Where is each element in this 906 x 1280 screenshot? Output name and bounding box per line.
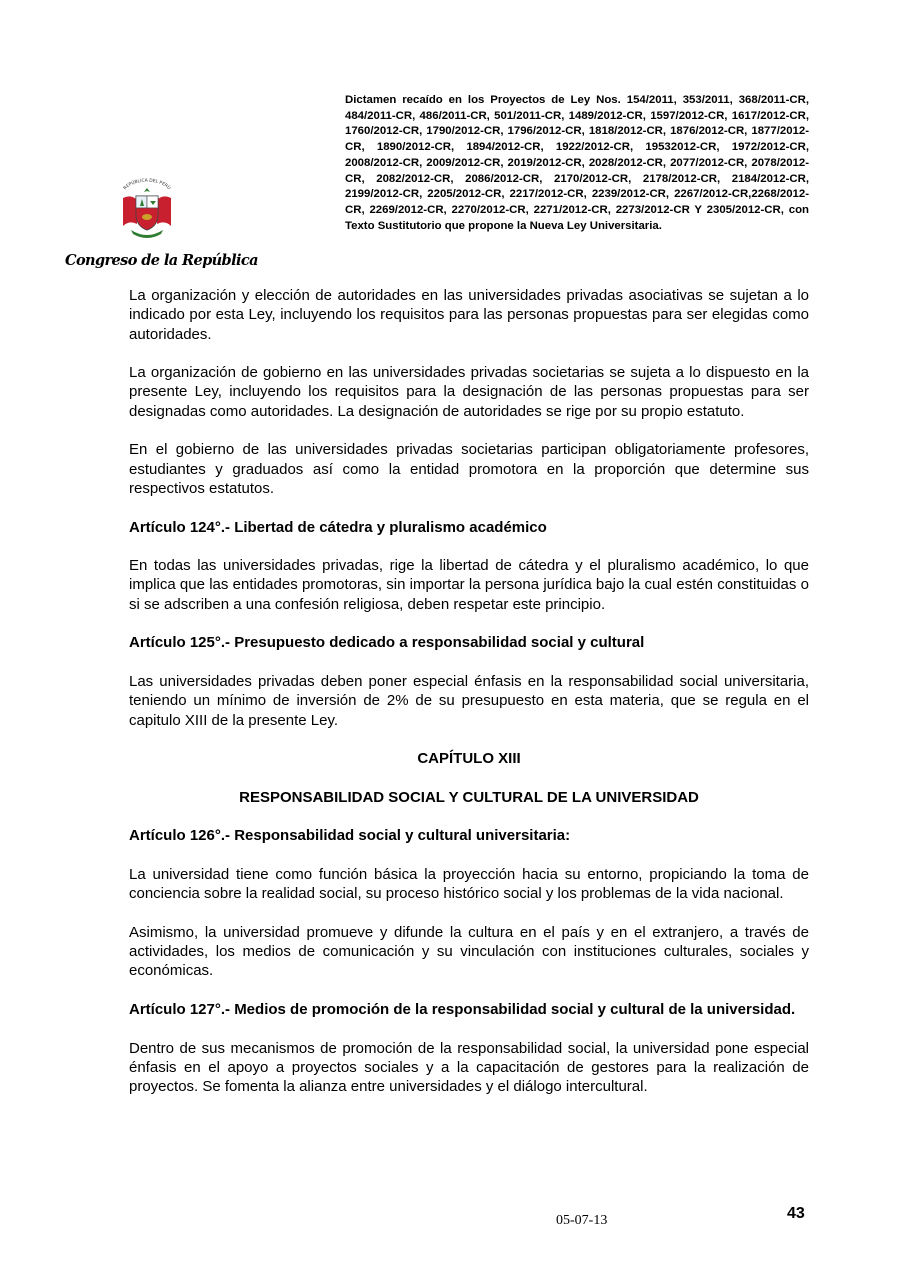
logo-text: Congreso de la República: [65, 252, 258, 269]
article-heading: Artículo 126°.- Responsabilidad social y cultural universitaria:: [129, 827, 571, 845]
paragraph: La organización y elección de autoridades en las universidades privadas asociativas se sujetan a lo indicado por esta Ley, incluyendo los requisitos para las personas propuestas para ser elegidas como autoridades.: [129, 287, 809, 343]
dictamen-reference: Dictamen recaído en los Proyectos de Ley Nos. 154/2011, 353/2011, 368/2011-CR, 484/2011-CR, 486/2011-CR, 501/2011-CR, 1489/2012-CR, 1597/2012-CR, 1617/2012-CR, 1760/2012-CR, 1790/2012-CR, 1796/2012-CR, 1818/2012-CR, 1876/2012-CR, 1877/2012-CR, 1890/2012-CR, 1894/2012-CR, 1922/2012-CR, 19532012-CR, 1972/2012-CR, 2008/2012-CR, 2009/2012-CR, 2019/2012-CR, 2028/2012-CR, 2077/2012-CR, 2078/2012-CR, 2082/2012-CR, 2086/2012-CR, 2170/2012-CR, 2178/2012-CR, 2184/2012-CR, 2199/2012-CR, 2205/2012-CR, 2217/2012-CR, 2239/2012-CR, 2267/2012-CR,2268/2012-CR, 2269/2012-CR, 2270/2012-CR, 2271/2012-CR, 2273/2012-CR Y 2305/2012-CR, con Texto Sustitutorio que propone la Nueva Ley Universitaria.: [345, 94, 809, 232]
paragraph: Las universidades privadas deben poner especial énfasis en la responsabilidad social universitaria, teniendo un mínimo de inversión de 2% de su presupuesto en esta materia, que se regula en el capitulo XIII de la presente Ley.: [129, 672, 809, 729]
svg-text:REPÚBLICA DEL PERÚ: REPÚBLICA DEL PERÚ: [122, 178, 172, 192]
document-body: [129, 286, 809, 1096]
paragraph: Asimismo, la universidad promueve y difunde la cultura en el país y en el extranjero, a través de actividades, los medios de comunicación y su vinculación con instituciones culturales, sociales y económicas.: [129, 923, 809, 980]
paragraph: En el gobierno de las universidades privadas societarias participan obligatoriamente profesores, estudiantes y graduados así como la entidad promotora en la proporción que determine sus respectivos estatutos.: [129, 441, 809, 497]
paragraph: Dentro de sus mecanismos de promoción de la responsabilidad social, la universidad pone especial énfasis en el apoyo a proyectos sociales y a la capacitación de gestores para la realización de proyectos. Se fomenta la alianza entre universidades y el diálogo intercultural.: [129, 1039, 809, 1096]
chapter-title: RESPONSABILIDAD SOCIAL Y CULTURAL DE LA UNIVERSIDAD: [239, 788, 699, 806]
peru-coat-of-arms-icon: [117, 176, 177, 244]
congress-logo: [62, 176, 258, 269]
article-heading: Artículo 127°.- Medios de promoción de la responsabilidad social y cultural de la universidad.: [129, 1000, 796, 1018]
paragraph: La universidad tiene como función básica la proyección hacia su entorno, propiciando la toma de conciencia sobre la realidad social, su proceso histórico social y los problemas de la vida nacional.: [129, 865, 809, 903]
paragraph: La organización de gobierno en las universidades privadas societarias se sujeta a lo dispuesto en la presente Ley, incluyendo los requisitos para la designación de las personas propuestas para ser designadas como autoridades. La designación de autoridades se rige por su propio estatuto.: [129, 364, 809, 420]
article-heading: Artículo 124°.- Libertad de cátedra y pluralismo académico: [129, 518, 547, 536]
chapter-heading: CAPÍTULO XIII: [417, 750, 521, 768]
paragraph: En todas las universidades privadas, rige la libertad de cátedra y el pluralismo académico, lo que implica que las entidades promotoras, sin importar la persona jurídica bajo la cual estén constituidas o si se adscriben a una confesión religiosa, deben respetar este principio.: [129, 557, 809, 613]
article-heading: Artículo 125°.- Presupuesto dedicado a responsabilidad social y cultural: [129, 634, 645, 652]
footer-date: 05-07-13: [556, 1213, 608, 1228]
page-number: 43: [787, 1205, 805, 1222]
